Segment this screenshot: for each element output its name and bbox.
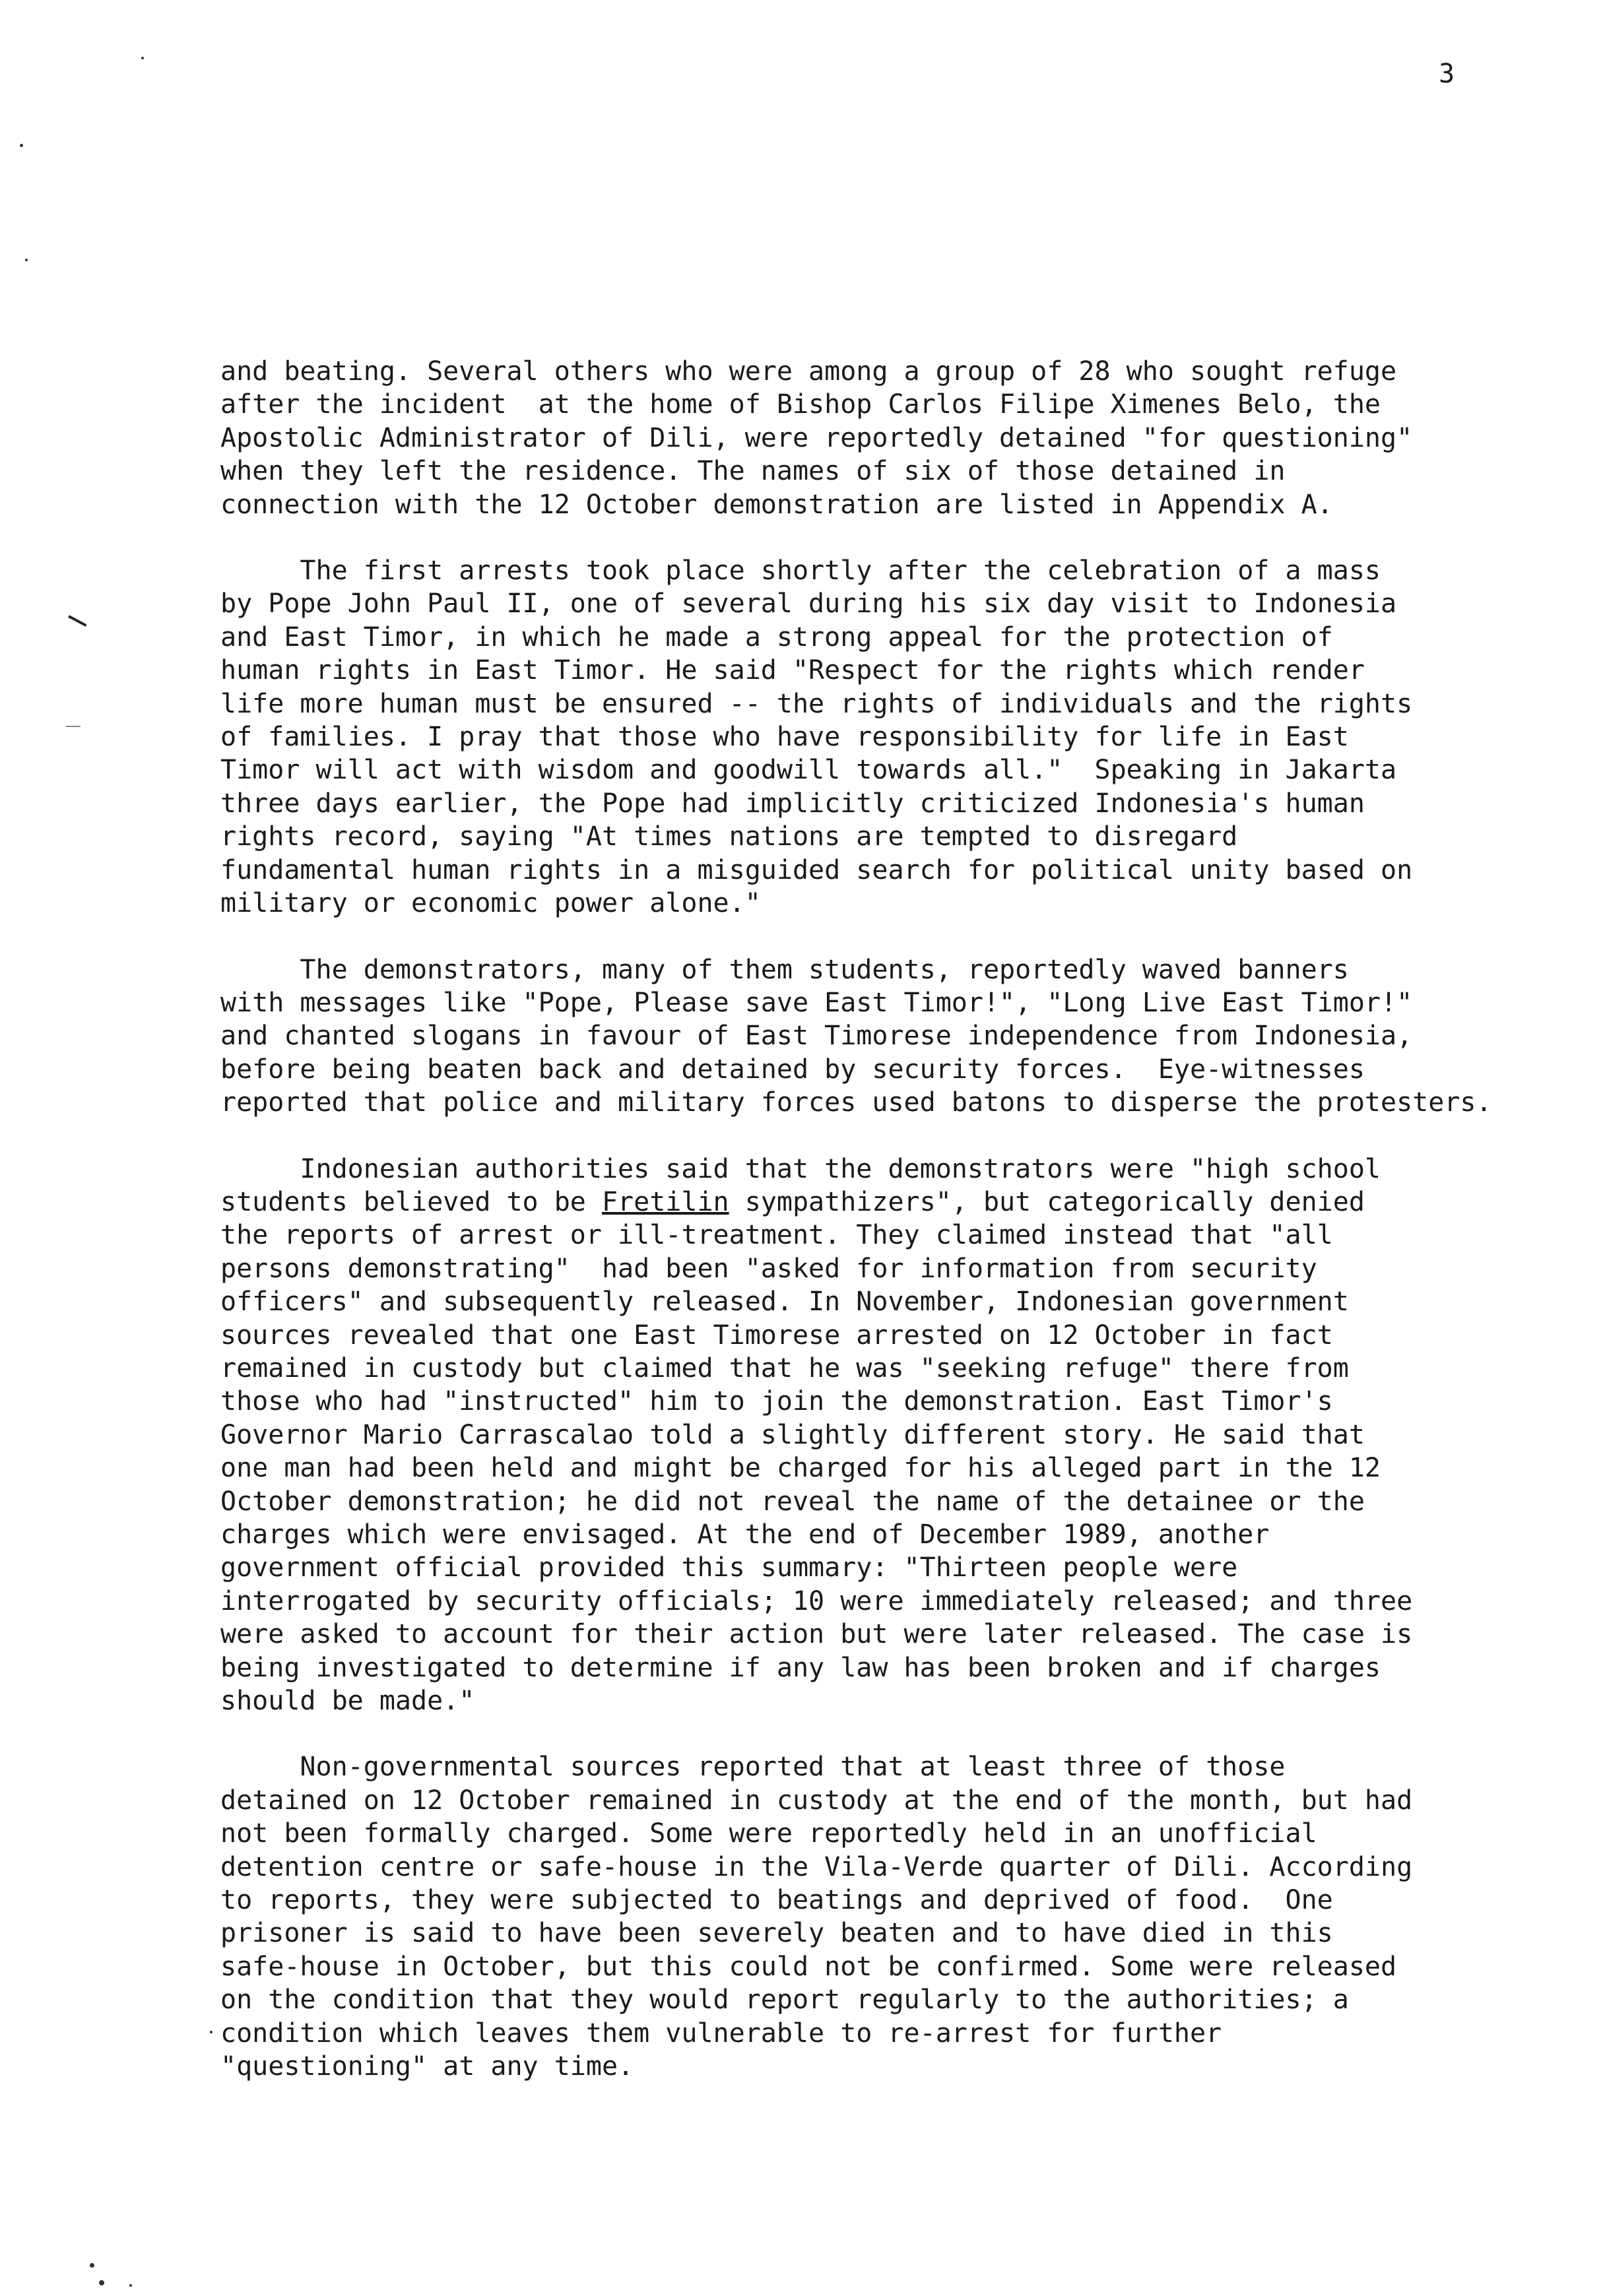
paragraph bbox=[220, 355, 1540, 521]
text-line: and beating. Several others who were among a group of 28 who sought refuge bbox=[220, 356, 1397, 387]
scan-speck bbox=[25, 259, 28, 261]
text-line: being investigated to determine if any law has been broken and if charges bbox=[220, 1652, 1381, 1683]
text-line: government official provided this summary: "Thirteen people were bbox=[220, 1552, 1238, 1583]
text-line: reported that police and military forces used batons to disperse the protesters. bbox=[220, 1087, 1492, 1118]
scan-speck bbox=[99, 2280, 104, 2285]
text-line: to reports, they were subjected to beatings and deprived of food. One bbox=[220, 1885, 1333, 1916]
text-line: October demonstration; he did not reveal the name of the detainee or the bbox=[220, 1486, 1365, 1517]
margin-mark bbox=[68, 615, 86, 627]
text-line: rights record, saying "At times nations are tempted to disregard bbox=[220, 821, 1238, 852]
text-line bbox=[220, 1186, 1540, 1219]
scan-speck bbox=[20, 144, 23, 147]
paragraph bbox=[220, 1153, 1540, 1718]
text-line: sources revealed that one East Timorese arrested on 12 October in fact bbox=[220, 1320, 1333, 1351]
text-line: The demonstrators, many of them students, reportedly waved banners bbox=[220, 954, 1349, 985]
margin-mark bbox=[66, 726, 81, 727]
text-line: detained on 12 October remained in custody at the end of the month, but had bbox=[220, 1785, 1413, 1816]
text-line: remained in custody but claimed that he was "seeking refuge" there from bbox=[220, 1353, 1349, 1384]
page-number: 3 bbox=[1439, 59, 1455, 89]
text-segment: sympathizers", but categorically denied bbox=[729, 1186, 1365, 1217]
text-line: condition which leaves them vulnerable to re-arrest for further bbox=[220, 2018, 1222, 2049]
text-line: on the condition that they would report regularly to the authorities; a bbox=[220, 1985, 1349, 2016]
text-line: safe-house in October, but this could not be confirmed. Some were released bbox=[220, 1951, 1397, 1982]
text-line: should be made." bbox=[220, 1686, 475, 1717]
scan-speck bbox=[129, 2284, 132, 2287]
scan-speck bbox=[210, 2031, 213, 2033]
text-line: and chanted slogans in favour of East Timorese independence from Indonesia, bbox=[220, 1021, 1413, 1052]
text-line: Governor Mario Carrascalao told a slightly different story. He said that bbox=[220, 1419, 1365, 1450]
paragraph bbox=[220, 1750, 1540, 2083]
text-line: of families. I pray that those who have responsibility for life in East bbox=[220, 722, 1349, 753]
text-line: officers" and subsequently released. In November, Indonesian government bbox=[220, 1287, 1349, 1318]
text-line: before being beaten back and detained by security forces. Eye-witnesses bbox=[220, 1054, 1365, 1085]
text-segment: students believed to be bbox=[220, 1186, 602, 1217]
text-line: Apostolic Administrator of Dili, were reportedly detained "for questioning" bbox=[220, 422, 1413, 453]
text-line: life more human must be ensured -- the rights of individuals and the rights bbox=[220, 688, 1413, 719]
text-line: Indonesian authorities said that the demonstrators were "high school bbox=[220, 1153, 1381, 1184]
text-line: prisoner is said to have been severely beaten and to have died in this bbox=[220, 1918, 1333, 1949]
text-line: when they left the residence. The names of six of those detained in bbox=[220, 456, 1286, 487]
text-line: Non-governmental sources reported that at least three of those bbox=[220, 1752, 1286, 1783]
text-line: Timor will act with wisdom and goodwill towards all." Speaking in Jakarta bbox=[220, 755, 1397, 786]
text-line: were asked to account for their action but were later released. The case is bbox=[220, 1619, 1413, 1650]
text-line: the reports of arrest or ill-treatment. They claimed instead that "all bbox=[220, 1220, 1333, 1251]
text-line: after the incident at the home of Bishop Carlos Filipe Ximenes Belo, the bbox=[220, 389, 1381, 420]
text-line: human rights in East Timor. He said "Respect for the rights which render bbox=[220, 655, 1365, 686]
text-line: and East Timor, in which he made a strong appeal for the protection of bbox=[220, 622, 1333, 653]
text-line: fundamental human rights in a misguided search for political unity based on bbox=[220, 854, 1413, 885]
text-line: one man had been held and might be charged for his alleged part in the 12 bbox=[220, 1453, 1381, 1484]
paragraph bbox=[220, 953, 1540, 1120]
text-line: connection with the 12 October demonstration are listed in Appendix A. bbox=[220, 489, 1333, 520]
underlined-term: Fretilin bbox=[601, 1186, 729, 1217]
text-line: charges which were envisaged. At the end of December 1989, another bbox=[220, 1519, 1270, 1550]
text-line: The first arrests took place shortly after the celebration of a mass bbox=[220, 556, 1381, 587]
text-line: those who had "instructed" him to join the demonstration. East Timor's bbox=[220, 1386, 1333, 1417]
body-text bbox=[220, 355, 1540, 2117]
text-line: military or economic power alone." bbox=[220, 888, 761, 919]
text-line: interrogated by security officials; 10 were immediately released; and three bbox=[220, 1585, 1413, 1616]
scan-speck bbox=[90, 2263, 94, 2268]
text-line: with messages like "Pope, Please save East Timor!", "Long Live East Timor!" bbox=[220, 987, 1413, 1018]
text-line: three days earlier, the Pope had implicitly criticized Indonesia's human bbox=[220, 788, 1365, 819]
text-line: persons demonstrating" had been "asked for information from security bbox=[220, 1253, 1317, 1284]
paragraph bbox=[220, 554, 1540, 920]
text-line: not been formally charged. Some were reportedly held in an unofficial bbox=[220, 1818, 1317, 1849]
text-line: "questioning" at any time. bbox=[220, 2051, 634, 2082]
text-line: detention centre or safe-house in the Vila-Verde quarter of Dili. According bbox=[220, 1851, 1413, 1882]
scan-speck bbox=[141, 57, 144, 59]
text-line: by Pope John Paul II, one of several during his six day visit to Indonesia bbox=[220, 589, 1397, 620]
